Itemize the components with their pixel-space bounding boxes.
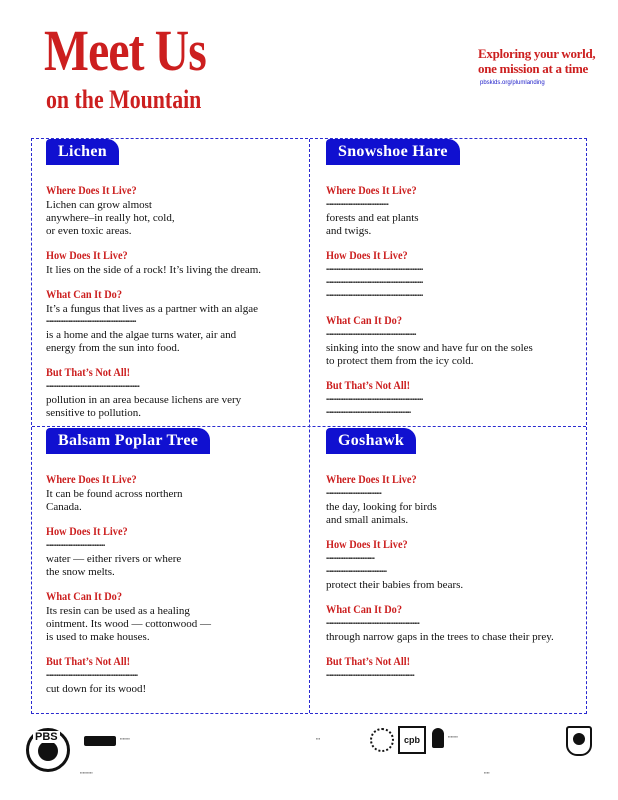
section-heading: What Can It Do? [326,313,402,327]
section-heading: What Can It Do? [326,602,402,616]
section-heading: How Does It Live? [46,248,128,262]
card-snowshoe-hare [326,139,582,420]
shield-icon [573,733,585,745]
garbled-text-line: ▪▪▪▪▪▪▪▪▪▪▪▪▪▪▪▪▪▪▪▪▪▪▪▪▪▪▪▪▪▪▪▪▪▪ [46,543,105,549]
card-title-tab: Snowshoe Hare [326,139,460,165]
garbled-text-line: ▪▪▪▪▪▪▪▪▪▪▪▪▪▪▪▪▪▪▪▪▪▪▪▪▪▪▪▪▪▪▪▪ [326,491,382,497]
cpb-logo: cpb [398,726,426,754]
page-subtitle: on the Mountain [46,85,202,114]
garbled-text-line: ▪▪▪▪▪▪▪▪▪▪▪▪▪▪▪▪▪▪▪▪▪▪▪▪▪▪▪▪▪▪▪▪▪▪▪ [326,569,387,575]
text-line: and small animals. [326,514,409,526]
section-heading: But That’s Not All! [46,365,131,379]
section-heading: How Does It Live? [326,248,408,262]
footer-small-text: ▪▪▪▪▪▪▪▪▪ [80,770,93,775]
text-line: Lichen can grow almost [46,199,152,211]
text-line: It’s a fungus that lives as a partner with an algae [46,303,258,315]
shield-logo [566,726,592,756]
text-line: sinking into the snow and have fur on the soles [326,342,533,354]
card-lichen [46,139,304,420]
garbled-text-line: ▪▪▪▪▪▪▪▪▪▪▪▪▪▪▪▪▪▪▪▪▪▪▪▪▪▪▪▪▪▪▪▪▪▪▪▪▪▪▪▪▪▪▪▪▪▪▪▪▪▪▪▪▪ [46,673,138,679]
garbled-text-line: ▪▪▪▪▪▪▪▪▪▪▪▪▪▪▪▪▪▪▪▪▪▪▪▪▪▪▪▪▪▪▪▪▪▪▪▪▪▪▪▪▪▪▪▪▪▪▪▪▪▪▪▪▪▪ [46,384,140,390]
tagline-line: Exploring your world, [478,46,596,61]
garbled-text-line: ▪▪▪▪▪▪▪▪▪▪▪▪▪▪▪▪▪▪▪▪▪▪▪▪▪▪▪▪▪▪▪▪▪▪▪▪ [326,202,389,208]
garbled-text-line: ▪▪▪▪▪▪▪▪▪▪▪▪▪▪▪▪▪▪▪▪▪▪▪▪▪▪▪▪▪▪▪▪▪▪▪▪▪▪▪▪▪▪▪▪▪▪▪▪▪▪▪▪ [326,332,416,338]
text-line: and twigs. [326,225,372,237]
text-line: through narrow gaps in the trees to chase their prey. [326,631,554,643]
section-heading: But That’s Not All! [326,654,411,668]
pbs-kids-face-icon [38,741,58,761]
pbs-kids-logo [26,728,70,772]
footer [0,716,618,800]
section-heading: But That’s Not All! [46,654,131,668]
garbled-text-line: ▪▪▪▪▪▪▪▪▪▪▪▪▪▪▪▪▪▪▪▪▪▪▪▪▪▪▪▪▪▪▪▪▪▪▪▪▪▪▪▪▪▪▪▪▪▪▪▪▪ [326,410,411,416]
text-line: Canada. [46,501,82,513]
text-line: the snow melts. [46,566,115,578]
pbs-kids-logo-text: PBS [35,731,58,743]
section-heading: Where Does It Live? [46,472,137,486]
text-line: sensitive to pollution. [46,407,142,419]
kennedy-logo-icon [432,728,444,748]
section-heading: But That’s Not All! [326,378,411,392]
garbled-text-line: ▪▪▪▪▪▪▪▪▪▪▪▪▪▪▪▪▪▪▪▪▪▪▪▪▪▪▪▪ [326,556,375,562]
text-line: anywhere–in really hot, cold, [46,212,175,224]
kennedy-small-text: ▪▪▪▪▪▪▪ [448,734,458,739]
card-title-tab: Goshawk [326,428,416,454]
tagline-line: one mission at a time [478,61,588,76]
text-line: is a home and the algae turns water, air and [46,329,237,341]
text-line: forests and eat plants [326,212,419,224]
site-url[interactable]: pbskids.org/plumlanding [480,80,545,86]
text-line: cut down for its wood! [46,683,147,695]
garbled-text-line: ▪▪▪▪▪▪▪▪▪▪▪▪▪▪▪▪▪▪▪▪▪▪▪▪▪▪▪▪▪▪▪▪▪▪▪▪▪▪▪▪▪▪▪▪▪▪▪▪▪▪▪▪ [46,319,136,325]
card-balsam-poplar-tree [46,428,304,696]
text-line: It can be found across northern [46,488,183,500]
text-line: to protect them from the icy cold. [326,355,474,367]
sun-logo-icon [370,728,394,752]
section-heading: What Can It Do? [46,589,122,603]
text-line: or even toxic areas. [46,225,132,237]
section-heading: Where Does It Live? [46,183,137,197]
grid-horizontal-divider [32,426,586,427]
garbled-text-line: ▪▪▪▪▪▪▪▪▪▪▪▪▪▪▪▪▪▪▪▪▪▪▪▪▪▪▪▪▪▪▪▪▪▪▪▪▪▪▪▪▪▪▪▪▪▪▪▪▪▪▪▪▪▪▪▪ [326,280,423,286]
garbled-text-line: ▪▪▪▪▪▪▪▪▪▪▪▪▪▪▪▪▪▪▪▪▪▪▪▪▪▪▪▪▪▪▪▪▪▪▪▪▪▪▪▪▪▪▪▪▪▪▪▪▪▪▪▪▪▪▪▪ [326,293,423,299]
tagline [478,46,610,76]
section-heading: Where Does It Live? [326,472,417,486]
text-line: pollution in an area because lichens are very [46,394,242,406]
text-line: water — either rivers or where [46,553,182,565]
footer-small-text: ▪▪▪ [316,736,321,741]
text-line: energy from the sun into food. [46,342,180,354]
text-line: ointment. Its wood — cottonwood — [46,618,211,630]
wgbh-logo [84,736,116,746]
garbled-text-line: ▪▪▪▪▪▪▪▪▪▪▪▪▪▪▪▪▪▪▪▪▪▪▪▪▪▪▪▪▪▪▪▪▪▪▪▪▪▪▪▪▪▪▪▪▪▪▪▪▪▪▪▪▪▪▪▪ [326,267,423,273]
section-heading: How Does It Live? [326,537,408,551]
section-heading: How Does It Live? [46,524,128,538]
section-heading: What Can It Do? [46,287,122,301]
card-grid [31,138,587,714]
text-line: Its resin can be used as a healing [46,605,190,617]
card-title-tab: Balsam Poplar Tree [46,428,210,454]
garbled-text-line: ▪▪▪▪▪▪▪▪▪▪▪▪▪▪▪▪▪▪▪▪▪▪▪▪▪▪▪▪▪▪▪▪▪▪▪▪▪▪▪▪▪▪▪▪▪▪▪▪▪▪▪▪▪▪▪▪ [326,397,423,403]
text-line: is used to make houses. [46,631,150,643]
page-title: Meet Us [44,18,206,83]
wgbh-small-text: ▪▪▪▪▪▪▪ [120,736,130,741]
garbled-text-line: ▪▪▪▪▪▪▪▪▪▪▪▪▪▪▪▪▪▪▪▪▪▪▪▪▪▪▪▪▪▪▪▪▪▪▪▪▪▪▪▪▪▪▪▪▪▪▪▪▪▪▪▪▪▪ [326,621,420,627]
card-title-tab: Lichen [46,139,119,165]
text-line: protect their babies from bears. [326,579,464,591]
garbled-text-line: ▪▪▪▪▪▪▪▪▪▪▪▪▪▪▪▪▪▪▪▪▪▪▪▪▪▪▪▪▪▪▪▪▪▪▪▪▪▪▪▪▪▪▪▪▪▪▪▪▪▪▪ [326,673,415,679]
card-goshawk [326,428,582,683]
text-line: It lies on the side of a rock! It’s living the dream. [46,264,262,276]
text-line: the day, looking for birds [326,501,437,513]
footer-small-text: ▪▪▪▪ [484,770,490,775]
section-heading: Where Does It Live? [326,183,417,197]
